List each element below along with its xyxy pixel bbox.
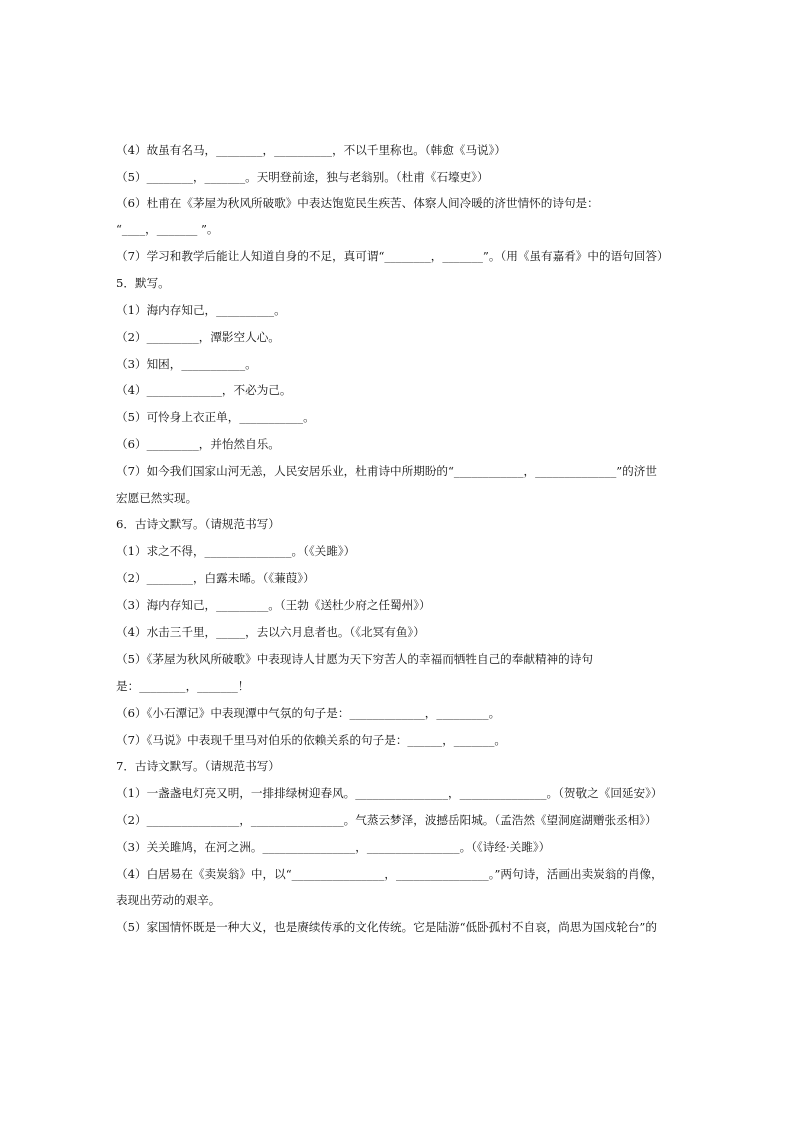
q5-item-6: （6）_________，并怡然自乐。 xyxy=(116,437,280,451)
q6-item-2: （2）________，白露未晞。（《蒹葭》） xyxy=(116,571,315,585)
q6-heading: 6．古诗文默写。（请规范书写） xyxy=(116,517,280,531)
q5-item-3: （3）知困，___________。 xyxy=(116,357,257,371)
q7-item-2: （2）________________，________________。气蒸云梦泽，波撼岳阳城。（孟浩然《望洞庭湖赠张丞相》） xyxy=(116,813,657,827)
q5-item-2: （2）_________，潭影空人心。 xyxy=(116,330,280,344)
q6-item-1: （1）求之不得，_______________。（《关雎》） xyxy=(116,544,356,558)
q4-item-6: （6）杜甫在《茅屋为秋风所破歌》中表达饱览民生疾苦、体察人间冷暖的济世情怀的诗句是： xyxy=(116,196,599,210)
q6-item-6: （6）《小石潭记》中表现潭中气氛的句子是：_____________，_________。 xyxy=(116,706,501,720)
q5-item-4: （4）_____________，不必为己。 xyxy=(116,383,292,397)
q4-item-4: （4）故虽有名马，________，__________，不以千里称也。（韩愈《马说》） xyxy=(116,143,506,157)
q6-item-3: （3）海内存知己，_________。（王勃《送杜少府之任蜀州》） xyxy=(116,598,431,612)
q7-item-4: （4）白居易在《卖炭翁》中，以“________________，________________。”两句诗，活画出卖炭翁的肖像， xyxy=(116,867,663,881)
q6-item-5: （5）《茅屋为秋风所破歌》中表现诗人甘愿为天下穷苦人的幸福而牺牲自己的奉献精神的诗句 xyxy=(116,652,593,666)
q5-item-5: （5）可怜身上衣正单，___________。 xyxy=(116,410,315,424)
q5-item-1: （1）海内存知己，__________。 xyxy=(116,303,286,317)
q4-item-5: （5）________，_______。天明登前途，独与老翁别。（杜甫《石壕吏》） xyxy=(116,170,489,184)
q5-heading: 5．默写。 xyxy=(116,276,170,290)
q6-item-4: （4）水击三千里，_____，去以六月息者也。（《北冥有鱼》） xyxy=(116,625,425,639)
q7-item-4-continued: 表现出劳动的艰辛。 xyxy=(116,893,221,907)
q4-item-7: （7）学习和教学后能让人知道自身的不足，真可谓“________，_______”。（用《虽有嘉肴》中的语句回答） xyxy=(116,249,669,263)
q6-item-7: （7）《马说》中表现千里马对伯乐的依赖关系的句子是：______，_______。 xyxy=(116,733,506,747)
q6-item-5-continued: 是：________，_______！ xyxy=(116,679,250,693)
q4-item-6-continued: “____，_______ ”。 xyxy=(116,222,219,236)
q7-item-5: （5）家国情怀既是一种大义，也是赓续传承的文化传统。它是陆游“低卧孤村不自哀，尚思为国戍轮台”的 xyxy=(116,920,657,934)
q7-heading: 7．古诗文默写。（请规范书写） xyxy=(116,759,280,773)
q7-item-3: （3）关关雎鸠，在河之洲。________________，________________。（《诗经·关雎》） xyxy=(116,840,551,854)
q7-item-1: （1）一盏盏电灯亮又明，一排排绿树迎春风。________________，_______________。（贺敬之《回延安》） xyxy=(116,786,663,800)
q5-item-7-continued: 宏愿已然实现。 xyxy=(116,491,198,505)
q5-item-7: （7）如今我们国家山河无恙，人民安居乐业，杜甫诗中所期盼的“____________，______________”的济世 xyxy=(116,464,657,478)
